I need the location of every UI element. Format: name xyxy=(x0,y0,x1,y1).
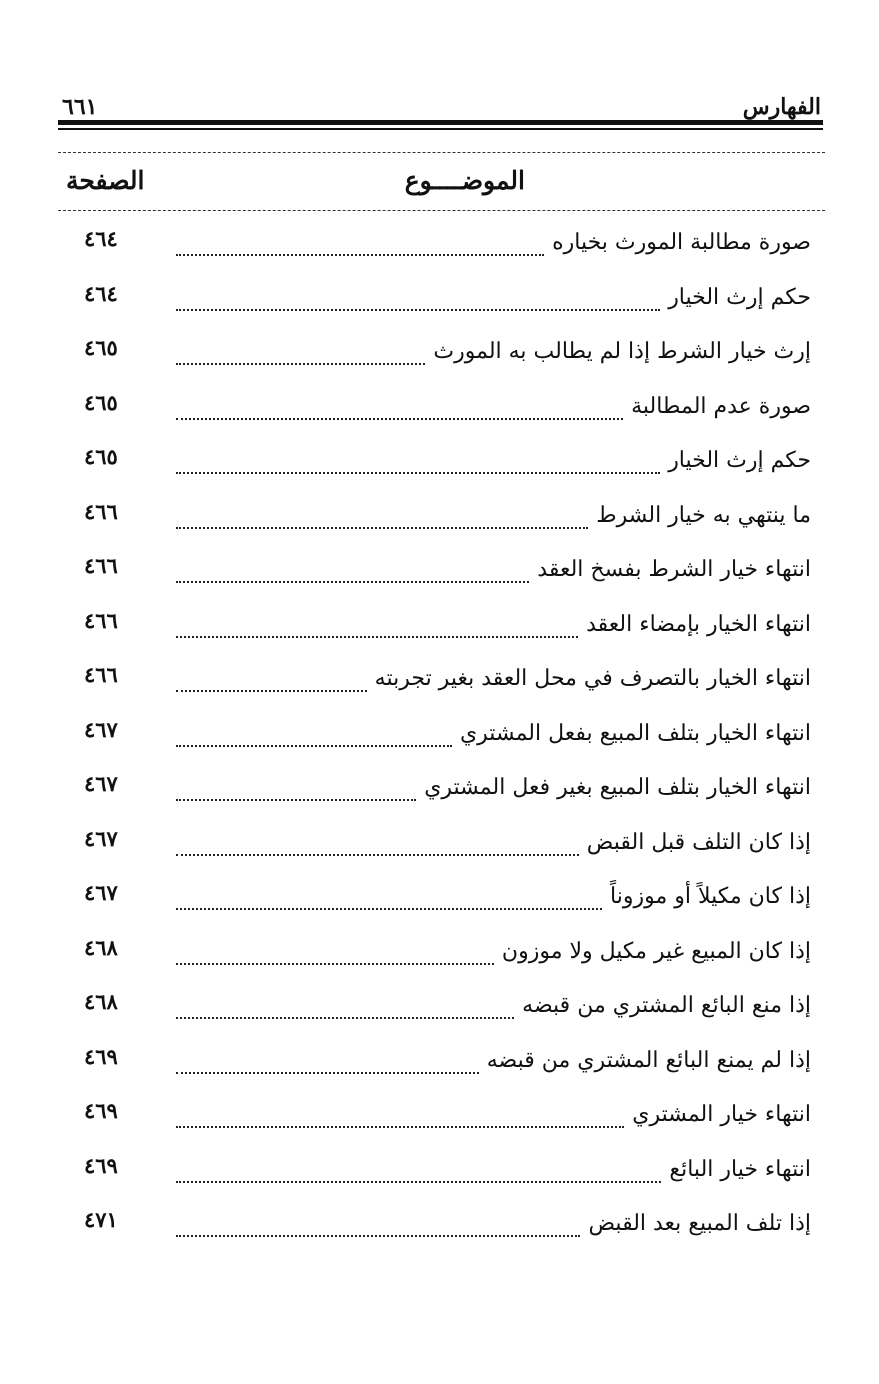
toc-entry-page: ٤٦٩ xyxy=(84,1043,118,1069)
toc-entry-leader xyxy=(176,1072,479,1074)
toc-entry xyxy=(0,658,879,713)
toc-entry-leader xyxy=(176,745,452,747)
toc-entry xyxy=(0,876,879,931)
toc-entry xyxy=(0,495,879,550)
toc-entry xyxy=(0,1040,879,1095)
toc-entry xyxy=(0,222,879,277)
toc-list xyxy=(0,222,879,1258)
header-rule-thick xyxy=(58,120,823,125)
toc-entry-title: إذا كان المبيع غير مكيل ولا موزون xyxy=(501,938,811,964)
column-header-topic: الموضــــوع xyxy=(404,166,525,195)
toc-entry xyxy=(0,604,879,659)
toc-entry-title: حكم إرث الخيار xyxy=(668,284,811,310)
running-header xyxy=(62,86,821,120)
column-headers xyxy=(58,166,825,206)
toc-entry-page: ٤٧١ xyxy=(84,1207,118,1232)
toc-entry xyxy=(0,386,879,441)
toc-entry-leader xyxy=(176,908,602,910)
toc-entry-title: انتهاء خيار الشرط بفسخ العقد xyxy=(537,557,811,582)
toc-entry-leader xyxy=(176,581,529,583)
toc-entry-page: ٤٦٦ xyxy=(84,607,118,633)
toc-entry-page: ٤٦٤ xyxy=(84,280,118,306)
toc-entry-page: ٤٦٩ xyxy=(84,1098,118,1123)
column-header-top-divider xyxy=(58,152,825,153)
toc-entry-title: إذا تلف المبيع بعد القبض xyxy=(588,1211,811,1236)
toc-entry-leader xyxy=(176,472,660,474)
toc-entry xyxy=(0,277,879,332)
toc-entry-page: ٤٦٨ xyxy=(84,934,118,960)
toc-entry-page: ٤٦٧ xyxy=(84,771,118,796)
toc-entry-leader xyxy=(176,363,425,365)
toc-entry-title: انتهاء الخيار بالتصرف في محل العقد بغير تجربته xyxy=(374,666,811,691)
toc-entry xyxy=(0,549,879,604)
toc-entry-page: ٤٦٧ xyxy=(84,716,118,742)
toc-entry-title: ما ينتهي به خيار الشرط xyxy=(596,502,811,528)
toc-entry-title: انتهاء الخيار بتلف المبيع بفعل المشتري xyxy=(459,720,811,746)
page-number: ٦٦١ xyxy=(62,94,98,120)
toc-entry-leader xyxy=(176,527,588,529)
toc-entry-leader xyxy=(176,418,623,420)
toc-entry xyxy=(0,931,879,986)
column-header-bottom-divider xyxy=(58,210,825,211)
toc-entry-page: ٤٦٩ xyxy=(84,1152,118,1178)
toc-entry-title: إذا لم يمنع البائع المشتري من قبضه xyxy=(486,1047,811,1073)
toc-entry-leader xyxy=(176,690,367,692)
toc-entry-title: إذا منع البائع المشتري من قبضه xyxy=(522,993,811,1018)
toc-entry-leader xyxy=(176,309,660,311)
toc-entry-title: انتهاء الخيار بإمضاء العقد xyxy=(586,611,811,637)
toc-entry-leader xyxy=(176,1017,514,1019)
toc-entry-title: إذا كان مكيلاً أو موزوناً xyxy=(610,884,811,909)
toc-entry-page: ٤٦٨ xyxy=(84,989,118,1014)
column-header-page: الصفحة xyxy=(66,166,145,195)
toc-entry-page: ٤٦٥ xyxy=(84,335,118,360)
toc-entry xyxy=(0,985,879,1040)
toc-entry-title: حكم إرث الخيار xyxy=(668,448,811,473)
toc-entry-page: ٤٦٤ xyxy=(84,226,118,251)
toc-entry-leader xyxy=(176,1235,580,1237)
toc-entry-page: ٤٦٧ xyxy=(84,880,118,905)
toc-entry-title: انتهاء خيار المشتري xyxy=(632,1102,811,1127)
toc-entry xyxy=(0,822,879,877)
running-title: الفهارس xyxy=(742,94,821,120)
toc-entry-title: صورة مطالبة المورث بخياره xyxy=(552,230,811,255)
toc-entry xyxy=(0,767,879,822)
toc-entry-leader xyxy=(176,254,544,256)
toc-entry xyxy=(0,1149,879,1204)
toc-entry-page: ٤٦٦ xyxy=(84,498,118,524)
toc-entry xyxy=(0,331,879,386)
toc-entry-leader xyxy=(176,1181,661,1183)
toc-entry-page: ٤٦٥ xyxy=(84,444,118,469)
toc-entry-page: ٤٦٦ xyxy=(84,662,118,687)
toc-entry-leader xyxy=(176,854,579,856)
toc-entry-page: ٤٦٧ xyxy=(84,825,118,851)
toc-entry xyxy=(0,713,879,768)
toc-entry-title: صورة عدم المطالبة xyxy=(631,393,811,419)
toc-entry-leader xyxy=(176,636,578,638)
toc-entry-title: انتهاء الخيار بتلف المبيع بغير فعل المشتري xyxy=(424,775,811,800)
toc-entry xyxy=(0,440,879,495)
header-rule-thin xyxy=(58,128,823,130)
toc-entry-title: انتهاء خيار البائع xyxy=(669,1156,811,1182)
toc-entry-title: إذا كان التلف قبل القبض xyxy=(586,829,811,855)
toc-entry xyxy=(0,1203,879,1258)
toc-entry-page: ٤٦٥ xyxy=(84,389,118,415)
toc-entry-leader xyxy=(176,1126,624,1128)
toc-entry-page: ٤٦٦ xyxy=(84,553,118,578)
toc-entry-leader xyxy=(176,799,416,801)
toc-entry xyxy=(0,1094,879,1149)
toc-entry-title: إرث خيار الشرط إذا لم يطالب به المورث xyxy=(433,339,811,364)
toc-entry-leader xyxy=(176,963,494,965)
